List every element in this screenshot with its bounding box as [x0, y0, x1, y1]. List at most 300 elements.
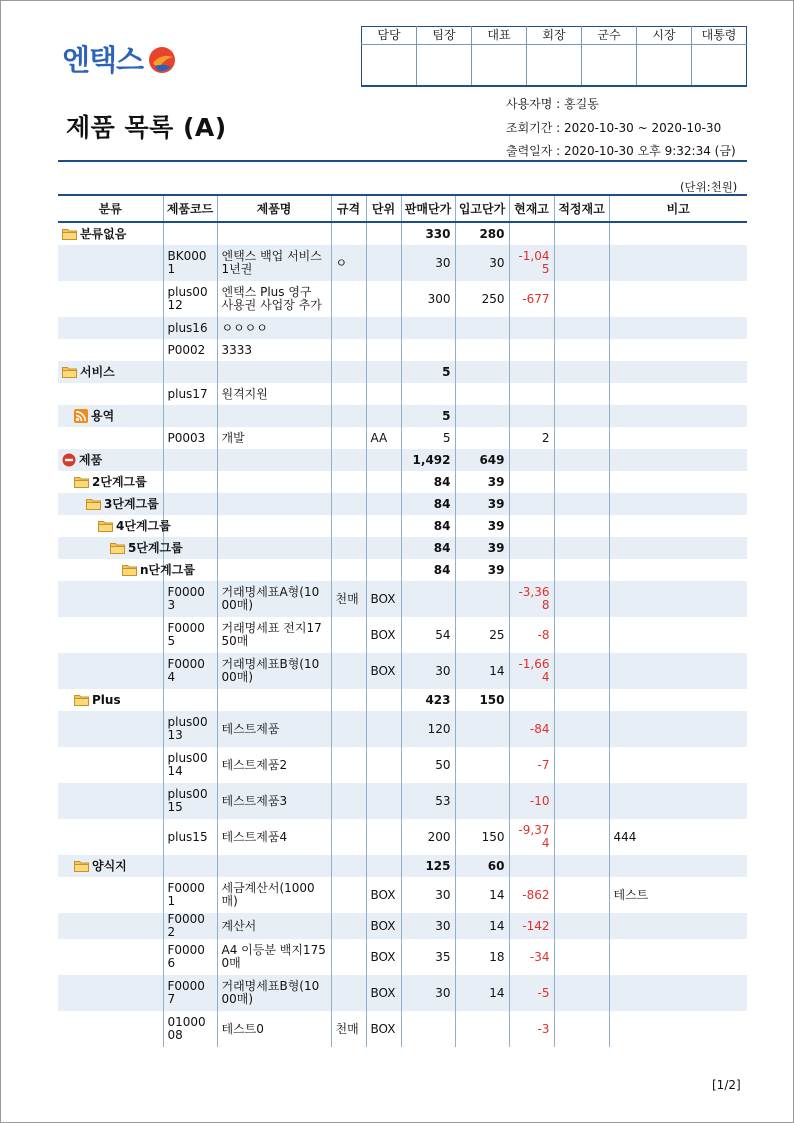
folder-icon: [74, 476, 89, 489]
group-name: 2단계그룹: [92, 474, 147, 489]
buy-price-cell: 39: [455, 515, 509, 537]
name-cell: 거래명세표 전지1750매: [217, 617, 331, 653]
column-header: 판매단가: [401, 195, 455, 222]
approval-underline: [361, 85, 747, 87]
group-cell: [58, 537, 183, 559]
group-name: 4단계그룹: [116, 518, 171, 533]
table-row: [58, 581, 747, 617]
name-cell: [217, 449, 331, 471]
folder-icon: [62, 228, 77, 241]
table-row: [58, 913, 747, 939]
category-cell: [58, 747, 163, 783]
group-row: [58, 537, 747, 559]
buy-price-cell: 280: [455, 222, 509, 245]
approval-label: 군수: [582, 27, 637, 45]
stock-cell: [509, 317, 554, 339]
category-cell: [58, 877, 163, 913]
note-cell: [609, 383, 747, 405]
code-cell: F00006: [163, 939, 217, 975]
table-row: [58, 819, 747, 855]
group-cell: [58, 493, 163, 515]
buy-price-cell: 39: [455, 471, 509, 493]
note-cell: [609, 617, 747, 653]
spec-cell: [331, 405, 366, 427]
unit-cell: [366, 711, 401, 747]
spec-cell: [331, 281, 366, 317]
code-cell: F00003: [163, 581, 217, 617]
user-name: 사용자명 : 홍길동: [506, 97, 599, 111]
buy-price-cell: 14: [455, 653, 509, 689]
approval-signature-cell: [582, 45, 637, 86]
code-cell: [163, 405, 217, 427]
column-header: 분류: [58, 195, 163, 222]
proper-stock-cell: [554, 515, 609, 537]
stock-cell: -84: [509, 711, 554, 747]
buy-price-cell: [455, 581, 509, 617]
code-cell: plus0013: [163, 711, 217, 747]
table-row: [58, 383, 747, 405]
group-name: 서비스: [80, 364, 115, 379]
table-row: [58, 711, 747, 747]
sale-price-cell: 30: [401, 653, 455, 689]
buy-price-cell: 150: [455, 819, 509, 855]
spec-cell: [331, 913, 366, 939]
folder-icon: [86, 498, 101, 511]
note-cell: [609, 1011, 747, 1047]
name-cell: 거래명세표B형(1000매): [217, 653, 331, 689]
unit-cell: [366, 819, 401, 855]
sale-price-cell: 30: [401, 975, 455, 1011]
sale-price-cell: 30: [401, 245, 455, 281]
spec-cell: [331, 515, 366, 537]
code-cell: F00002: [163, 913, 217, 939]
name-cell: [217, 689, 331, 711]
sale-price-cell: 50: [401, 747, 455, 783]
name-cell: 테스트0: [217, 1011, 331, 1047]
name-cell: 거래명세표B형(1000매): [217, 975, 331, 1011]
proper-stock-cell: [554, 537, 609, 559]
category-cell: [58, 913, 163, 939]
spec-cell: [331, 653, 366, 689]
spec-cell: [331, 819, 366, 855]
buy-price-cell: 14: [455, 913, 509, 939]
title-divider: [58, 160, 747, 162]
table-row: [58, 783, 747, 819]
note-cell: [609, 559, 747, 581]
approval-signature-cell: [472, 45, 527, 86]
code-cell: F00007: [163, 975, 217, 1011]
code-cell: plus0012: [163, 281, 217, 317]
proper-stock-cell: [554, 245, 609, 281]
sale-price-cell: 84: [401, 559, 455, 581]
group-row: [58, 493, 747, 515]
unit-cell: [366, 537, 401, 559]
sale-price-cell: 120: [401, 711, 455, 747]
unit-cell: [366, 689, 401, 711]
code-cell: [163, 471, 217, 493]
logo: [62, 40, 177, 80]
spec-cell: [331, 339, 366, 361]
table-row: [58, 245, 747, 281]
code-cell: [163, 855, 217, 877]
code-cell: plus17: [163, 383, 217, 405]
group-row: [58, 471, 747, 493]
spec-cell: [331, 449, 366, 471]
spec-cell: [331, 877, 366, 913]
proper-stock-cell: [554, 689, 609, 711]
unit-cell: [366, 783, 401, 819]
spec-cell: [331, 939, 366, 975]
category-cell: [58, 383, 163, 405]
stock-cell: -862: [509, 877, 554, 913]
stock-cell: -9,374: [509, 819, 554, 855]
approval-signature-cell: [362, 45, 417, 86]
unit-cell: [366, 405, 401, 427]
buy-price-cell: [455, 383, 509, 405]
print-date: 출력일자 : 2020-10-30 오후 9:32:34 (금): [506, 144, 736, 158]
group-row: [58, 855, 747, 877]
spec-cell: [331, 975, 366, 1011]
approval-label: 대통령: [692, 27, 747, 45]
code-cell: plus0015: [163, 783, 217, 819]
code-cell: F00004: [163, 653, 217, 689]
proper-stock-cell: [554, 747, 609, 783]
unit-cell: [366, 493, 401, 515]
name-cell: ㅇㅇㅇㅇ: [217, 317, 331, 339]
name-cell: [217, 361, 331, 383]
stock-cell: -677: [509, 281, 554, 317]
column-header: 단위: [366, 195, 401, 222]
unit-cell: [366, 281, 401, 317]
spec-cell: [331, 222, 366, 245]
name-cell: 테스트제품4: [217, 819, 331, 855]
stock-cell: [509, 537, 554, 559]
group-row: [58, 222, 747, 245]
sale-price-cell: 30: [401, 913, 455, 939]
column-header: 규격: [331, 195, 366, 222]
note-cell: [609, 747, 747, 783]
buy-price-cell: [455, 1011, 509, 1047]
buy-price-cell: [455, 427, 509, 449]
buy-price-cell: 25: [455, 617, 509, 653]
approval-signature-cell: [417, 45, 472, 86]
name-cell: [217, 559, 331, 581]
stock-cell: [509, 471, 554, 493]
table-row: [58, 747, 747, 783]
page-title: 제품 목록 (A): [66, 113, 227, 142]
proper-stock-cell: [554, 317, 609, 339]
proper-stock-cell: [554, 449, 609, 471]
approval-signature-cell: [692, 45, 747, 86]
unit-cell: BOX: [366, 617, 401, 653]
table-row: [58, 975, 747, 1011]
group-name: 5단계그룹: [128, 540, 183, 555]
note-cell: 테스트: [609, 877, 747, 913]
proper-stock-cell: [554, 783, 609, 819]
page-number: [1/2]: [712, 1078, 741, 1092]
sale-price-cell: 30: [401, 877, 455, 913]
approval-signature-cell: [637, 45, 692, 86]
proper-stock-cell: [554, 222, 609, 245]
sale-price-cell: 1,492: [401, 449, 455, 471]
group-cell: [58, 559, 195, 581]
unit-cell: [366, 747, 401, 783]
stock-cell: -34: [509, 939, 554, 975]
name-cell: 테스트제품: [217, 711, 331, 747]
code-cell: [163, 361, 217, 383]
spec-cell: [331, 617, 366, 653]
sale-price-cell: [401, 581, 455, 617]
spec-cell: [331, 361, 366, 383]
stock-cell: [509, 493, 554, 515]
stock-cell: -142: [509, 913, 554, 939]
buy-price-cell: 30: [455, 245, 509, 281]
category-cell: [58, 975, 163, 1011]
buy-price-cell: 39: [455, 537, 509, 559]
category-cell: [58, 317, 163, 339]
group-cell: [58, 471, 163, 493]
name-cell: 엔택스 백업 서비스 1년권: [217, 245, 331, 281]
note-cell: [609, 939, 747, 975]
approval-label: 회장: [527, 27, 582, 45]
category-cell: [58, 617, 163, 653]
buy-price-cell: [455, 405, 509, 427]
spec-cell: [331, 537, 366, 559]
logo-text: 엔택스: [62, 42, 144, 77]
proper-stock-cell: [554, 1011, 609, 1047]
group-name: Plus: [92, 692, 121, 707]
approval-signature-cell: [527, 45, 582, 86]
category-cell: [58, 281, 163, 317]
unit-cell: [366, 361, 401, 383]
stock-cell: [509, 449, 554, 471]
group-name: 양식지: [92, 858, 127, 873]
spec-cell: ㅇ: [331, 245, 366, 281]
note-cell: 444: [609, 819, 747, 855]
stock-cell: 2: [509, 427, 554, 449]
name-cell: 세금계산서(1000매): [217, 877, 331, 913]
note-cell: [609, 515, 747, 537]
name-cell: 거래명세표A형(1000매): [217, 581, 331, 617]
column-header: 제품코드: [163, 195, 217, 222]
stock-cell: [509, 383, 554, 405]
group-cell: [58, 361, 163, 383]
unit-cell: [366, 383, 401, 405]
folder-icon: [122, 564, 137, 577]
spec-cell: [331, 471, 366, 493]
group-cell: [58, 855, 163, 877]
folder-icon: [110, 542, 125, 555]
folder-icon: [74, 860, 89, 873]
group-cell: [58, 515, 171, 537]
note-cell: [609, 245, 747, 281]
category-cell: [58, 581, 163, 617]
sale-price-cell: 35: [401, 939, 455, 975]
stock-cell: -10: [509, 783, 554, 819]
query-period: 조회기간 : 2020-10-30 ~ 2020-10-30: [506, 121, 722, 135]
folder-icon: [74, 694, 89, 707]
unit-cell: [366, 245, 401, 281]
buy-price-cell: [455, 783, 509, 819]
sale-price-cell: 330: [401, 222, 455, 245]
spec-cell: [331, 855, 366, 877]
note-cell: [609, 783, 747, 819]
unit-label: (단위:천원): [680, 180, 738, 194]
proper-stock-cell: [554, 877, 609, 913]
approval-label: 대표: [472, 27, 527, 45]
note-cell: [609, 975, 747, 1011]
buy-price-cell: 14: [455, 877, 509, 913]
unit-cell: BOX: [366, 653, 401, 689]
code-cell: F00005: [163, 617, 217, 653]
spec-cell: [331, 783, 366, 819]
table-row: [58, 281, 747, 317]
note-cell: [609, 493, 747, 515]
buy-price-cell: [455, 339, 509, 361]
proper-stock-cell: [554, 711, 609, 747]
unit-cell: BOX: [366, 939, 401, 975]
table-row: [58, 339, 747, 361]
category-cell: [58, 339, 163, 361]
stock-cell: [509, 361, 554, 383]
note-cell: [609, 581, 747, 617]
buy-price-cell: [455, 361, 509, 383]
name-cell: [217, 493, 331, 515]
unit-cell: [366, 339, 401, 361]
category-cell: [58, 245, 163, 281]
name-cell: 엔택스 Plus 영구 사용권 사업장 추가: [217, 281, 331, 317]
unit-cell: [366, 559, 401, 581]
note-cell: [609, 405, 747, 427]
buy-price-cell: [455, 747, 509, 783]
spec-cell: [331, 747, 366, 783]
column-header: 적정재고: [554, 195, 609, 222]
spec-cell: [331, 383, 366, 405]
table-row: [58, 877, 747, 913]
name-cell: [217, 222, 331, 245]
unit-cell: [366, 855, 401, 877]
buy-price-cell: [455, 317, 509, 339]
proper-stock-cell: [554, 339, 609, 361]
category-cell: [58, 711, 163, 747]
code-cell: P0003: [163, 427, 217, 449]
group-cell: [58, 222, 163, 245]
category-cell: [58, 819, 163, 855]
group-row: [58, 449, 747, 471]
rss-icon: [74, 409, 88, 423]
code-cell: [163, 493, 217, 515]
sale-price-cell: 84: [401, 493, 455, 515]
name-cell: [217, 515, 331, 537]
code-cell: F00001: [163, 877, 217, 913]
unit-cell: BOX: [366, 1011, 401, 1047]
note-cell: [609, 471, 747, 493]
stock-cell: [509, 405, 554, 427]
proper-stock-cell: [554, 471, 609, 493]
note-cell: [609, 361, 747, 383]
sale-price-cell: 300: [401, 281, 455, 317]
table-row: [58, 939, 747, 975]
name-cell: 원격지원: [217, 383, 331, 405]
sale-price-cell: 5: [401, 361, 455, 383]
note-cell: [609, 317, 747, 339]
proper-stock-cell: [554, 405, 609, 427]
sale-price-cell: [401, 317, 455, 339]
note-cell: [609, 339, 747, 361]
name-cell: [217, 537, 331, 559]
name-cell: [217, 855, 331, 877]
table-row: [58, 317, 747, 339]
proper-stock-cell: [554, 939, 609, 975]
group-name: 용역: [91, 408, 115, 423]
table-row: [58, 1011, 747, 1047]
group-cell: [58, 689, 163, 711]
column-header: 제품명: [217, 195, 331, 222]
name-cell: 테스트제품3: [217, 783, 331, 819]
buy-price-cell: 60: [455, 855, 509, 877]
note-cell: [609, 689, 747, 711]
sale-price-cell: 84: [401, 471, 455, 493]
note-cell: [609, 711, 747, 747]
group-row: [58, 559, 747, 581]
code-cell: [163, 515, 217, 537]
sale-price-cell: [401, 1011, 455, 1047]
unit-cell: [366, 317, 401, 339]
spec-cell: [331, 427, 366, 449]
table-row: [58, 617, 747, 653]
buy-price-cell: 649: [455, 449, 509, 471]
sale-price-cell: [401, 383, 455, 405]
note-cell: [609, 449, 747, 471]
proper-stock-cell: [554, 819, 609, 855]
category-cell: [58, 939, 163, 975]
group-row: [58, 405, 747, 427]
table-row: [58, 653, 747, 689]
group-cell: [58, 449, 163, 471]
group-name: n단계그룹: [140, 562, 195, 577]
name-cell: [217, 405, 331, 427]
code-cell: plus0014: [163, 747, 217, 783]
name-cell: 개발: [217, 427, 331, 449]
buy-price-cell: 150: [455, 689, 509, 711]
stock-cell: -3: [509, 1011, 554, 1047]
proper-stock-cell: [554, 361, 609, 383]
note-cell: [609, 222, 747, 245]
buy-price-cell: 39: [455, 493, 509, 515]
approval-label: 시장: [637, 27, 692, 45]
column-header: 현재고: [509, 195, 554, 222]
category-cell: [58, 653, 163, 689]
approval-label: 담당: [362, 27, 417, 45]
buy-price-cell: 250: [455, 281, 509, 317]
category-cell: [58, 1011, 163, 1047]
sale-price-cell: 84: [401, 515, 455, 537]
product-table: [58, 194, 747, 1047]
sale-price-cell: 5: [401, 427, 455, 449]
stock-cell: -5: [509, 975, 554, 1011]
note-cell: [609, 281, 747, 317]
buy-price-cell: 14: [455, 975, 509, 1011]
spec-cell: [331, 317, 366, 339]
stock-cell: -3,368: [509, 581, 554, 617]
note-cell: [609, 913, 747, 939]
stock-cell: [509, 559, 554, 581]
sale-price-cell: 423: [401, 689, 455, 711]
unit-cell: [366, 471, 401, 493]
stock-cell: [509, 222, 554, 245]
folder-icon: [62, 366, 77, 379]
group-name: 분류없음: [80, 226, 127, 241]
